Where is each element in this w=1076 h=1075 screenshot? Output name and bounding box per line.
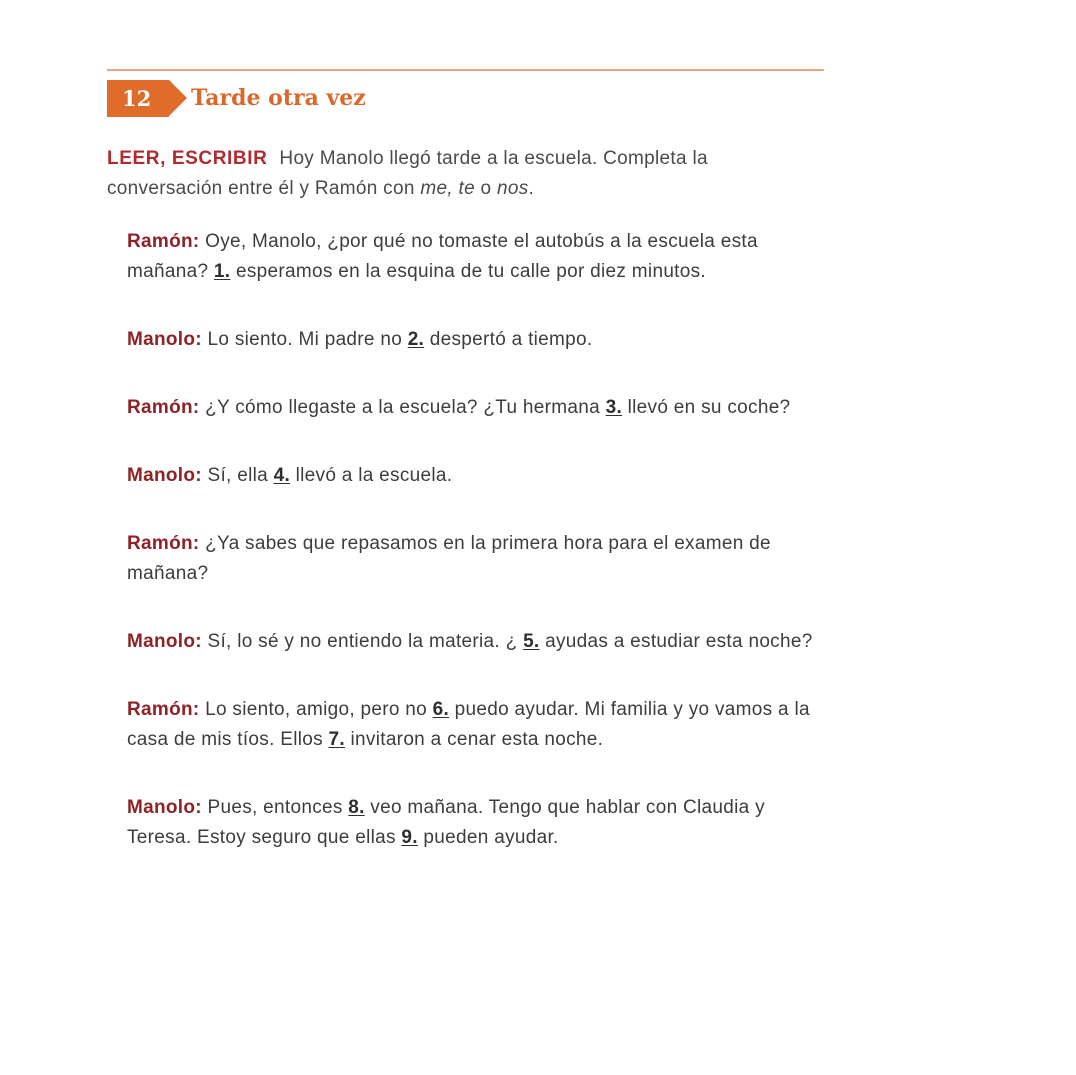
dialogue-turn (127, 627, 827, 657)
speaker-name: Ramón: (127, 533, 200, 554)
speaker-name: Manolo: (127, 631, 202, 652)
line-text: despertó a tiempo. (424, 329, 593, 350)
blank-6[interactable]: 6. (432, 699, 450, 720)
speaker-name: Manolo: (127, 465, 202, 486)
blank-3[interactable]: 3. (605, 397, 623, 418)
dialogue-turn (127, 793, 827, 853)
dialogue-turn (127, 393, 827, 423)
line-text: invitaron a cenar esta noche. (344, 729, 604, 750)
dialogue-turn (127, 325, 827, 355)
line-text: Sí, lo sé y no entiendo la materia. ¿ (201, 631, 524, 652)
dialogue-turn (127, 227, 827, 287)
line-text: pueden ayudar. (417, 827, 559, 848)
line-text: Lo siento, amigo, pero no (199, 699, 433, 720)
line-text: puedo ayudar. Mi familia y yo vamos a la casa de mis tíos. Ellos (127, 699, 810, 750)
blank-2[interactable]: 2. (407, 329, 425, 350)
line-text: esperamos en la esquina de tu calle por diez minutos. (230, 261, 707, 282)
top-divider (107, 69, 824, 71)
speaker-name: Ramón: (127, 231, 200, 252)
option-conjunction: o (474, 178, 497, 199)
blank-7[interactable]: 7. (328, 729, 345, 750)
skill-label: LEER, ESCRIBIR (107, 148, 268, 169)
activity-heading (107, 80, 366, 117)
speaker-name: Ramón: (127, 397, 200, 418)
dialogue (127, 227, 827, 853)
activity-number: 12 (122, 86, 152, 111)
line-text: Oye, Manolo, ¿por qué no tomaste el autobús a la escuela esta mañana? (127, 231, 758, 282)
speaker-name: Ramón: (127, 699, 200, 720)
line-text: llevó en su coche? (622, 397, 791, 418)
speaker-name: Manolo: (127, 797, 202, 818)
blank-9[interactable]: 9. (401, 827, 418, 848)
line-text: ayudas a estudiar esta noche? (539, 631, 813, 652)
dialogue-turn (127, 461, 827, 491)
option-separator: , (447, 178, 459, 199)
blank-4[interactable]: 4. (273, 465, 291, 486)
speaker-name: Manolo: (127, 329, 202, 350)
line-text: ¿Y cómo llegaste a la escuela? ¿Tu hermana (199, 397, 606, 418)
line-text: veo mañana. Tengo que hablar con Claudia y Teresa. Estoy seguro que ellas (127, 797, 765, 848)
dialogue-turn (127, 529, 827, 589)
activity-title: Tarde otra vez (191, 85, 366, 111)
line-text: ¿Ya sabes que repasamos en la primera hora para el examen de mañana? (127, 533, 771, 584)
option-nos: nos (496, 178, 529, 199)
option-te: te (458, 178, 475, 199)
line-text: Lo siento. Mi padre no (201, 329, 408, 350)
activity-number-badge (107, 80, 169, 117)
blank-8[interactable]: 8. (348, 797, 365, 818)
line-text: llevó a la escuela. (290, 465, 453, 486)
instructions-text: Hoy Manolo llegó tarde a la escuela. Completa la conversación entre él y Ramón con (107, 148, 708, 199)
line-text: Pues, entonces (201, 797, 349, 818)
instructions (107, 144, 827, 204)
option-me: me (420, 178, 448, 199)
blank-1[interactable]: 1. (213, 261, 231, 282)
line-text: Sí, ella (201, 465, 274, 486)
dialogue-turn (127, 695, 827, 755)
blank-5[interactable]: 5. (523, 631, 540, 652)
instructions-end: . (528, 178, 535, 199)
